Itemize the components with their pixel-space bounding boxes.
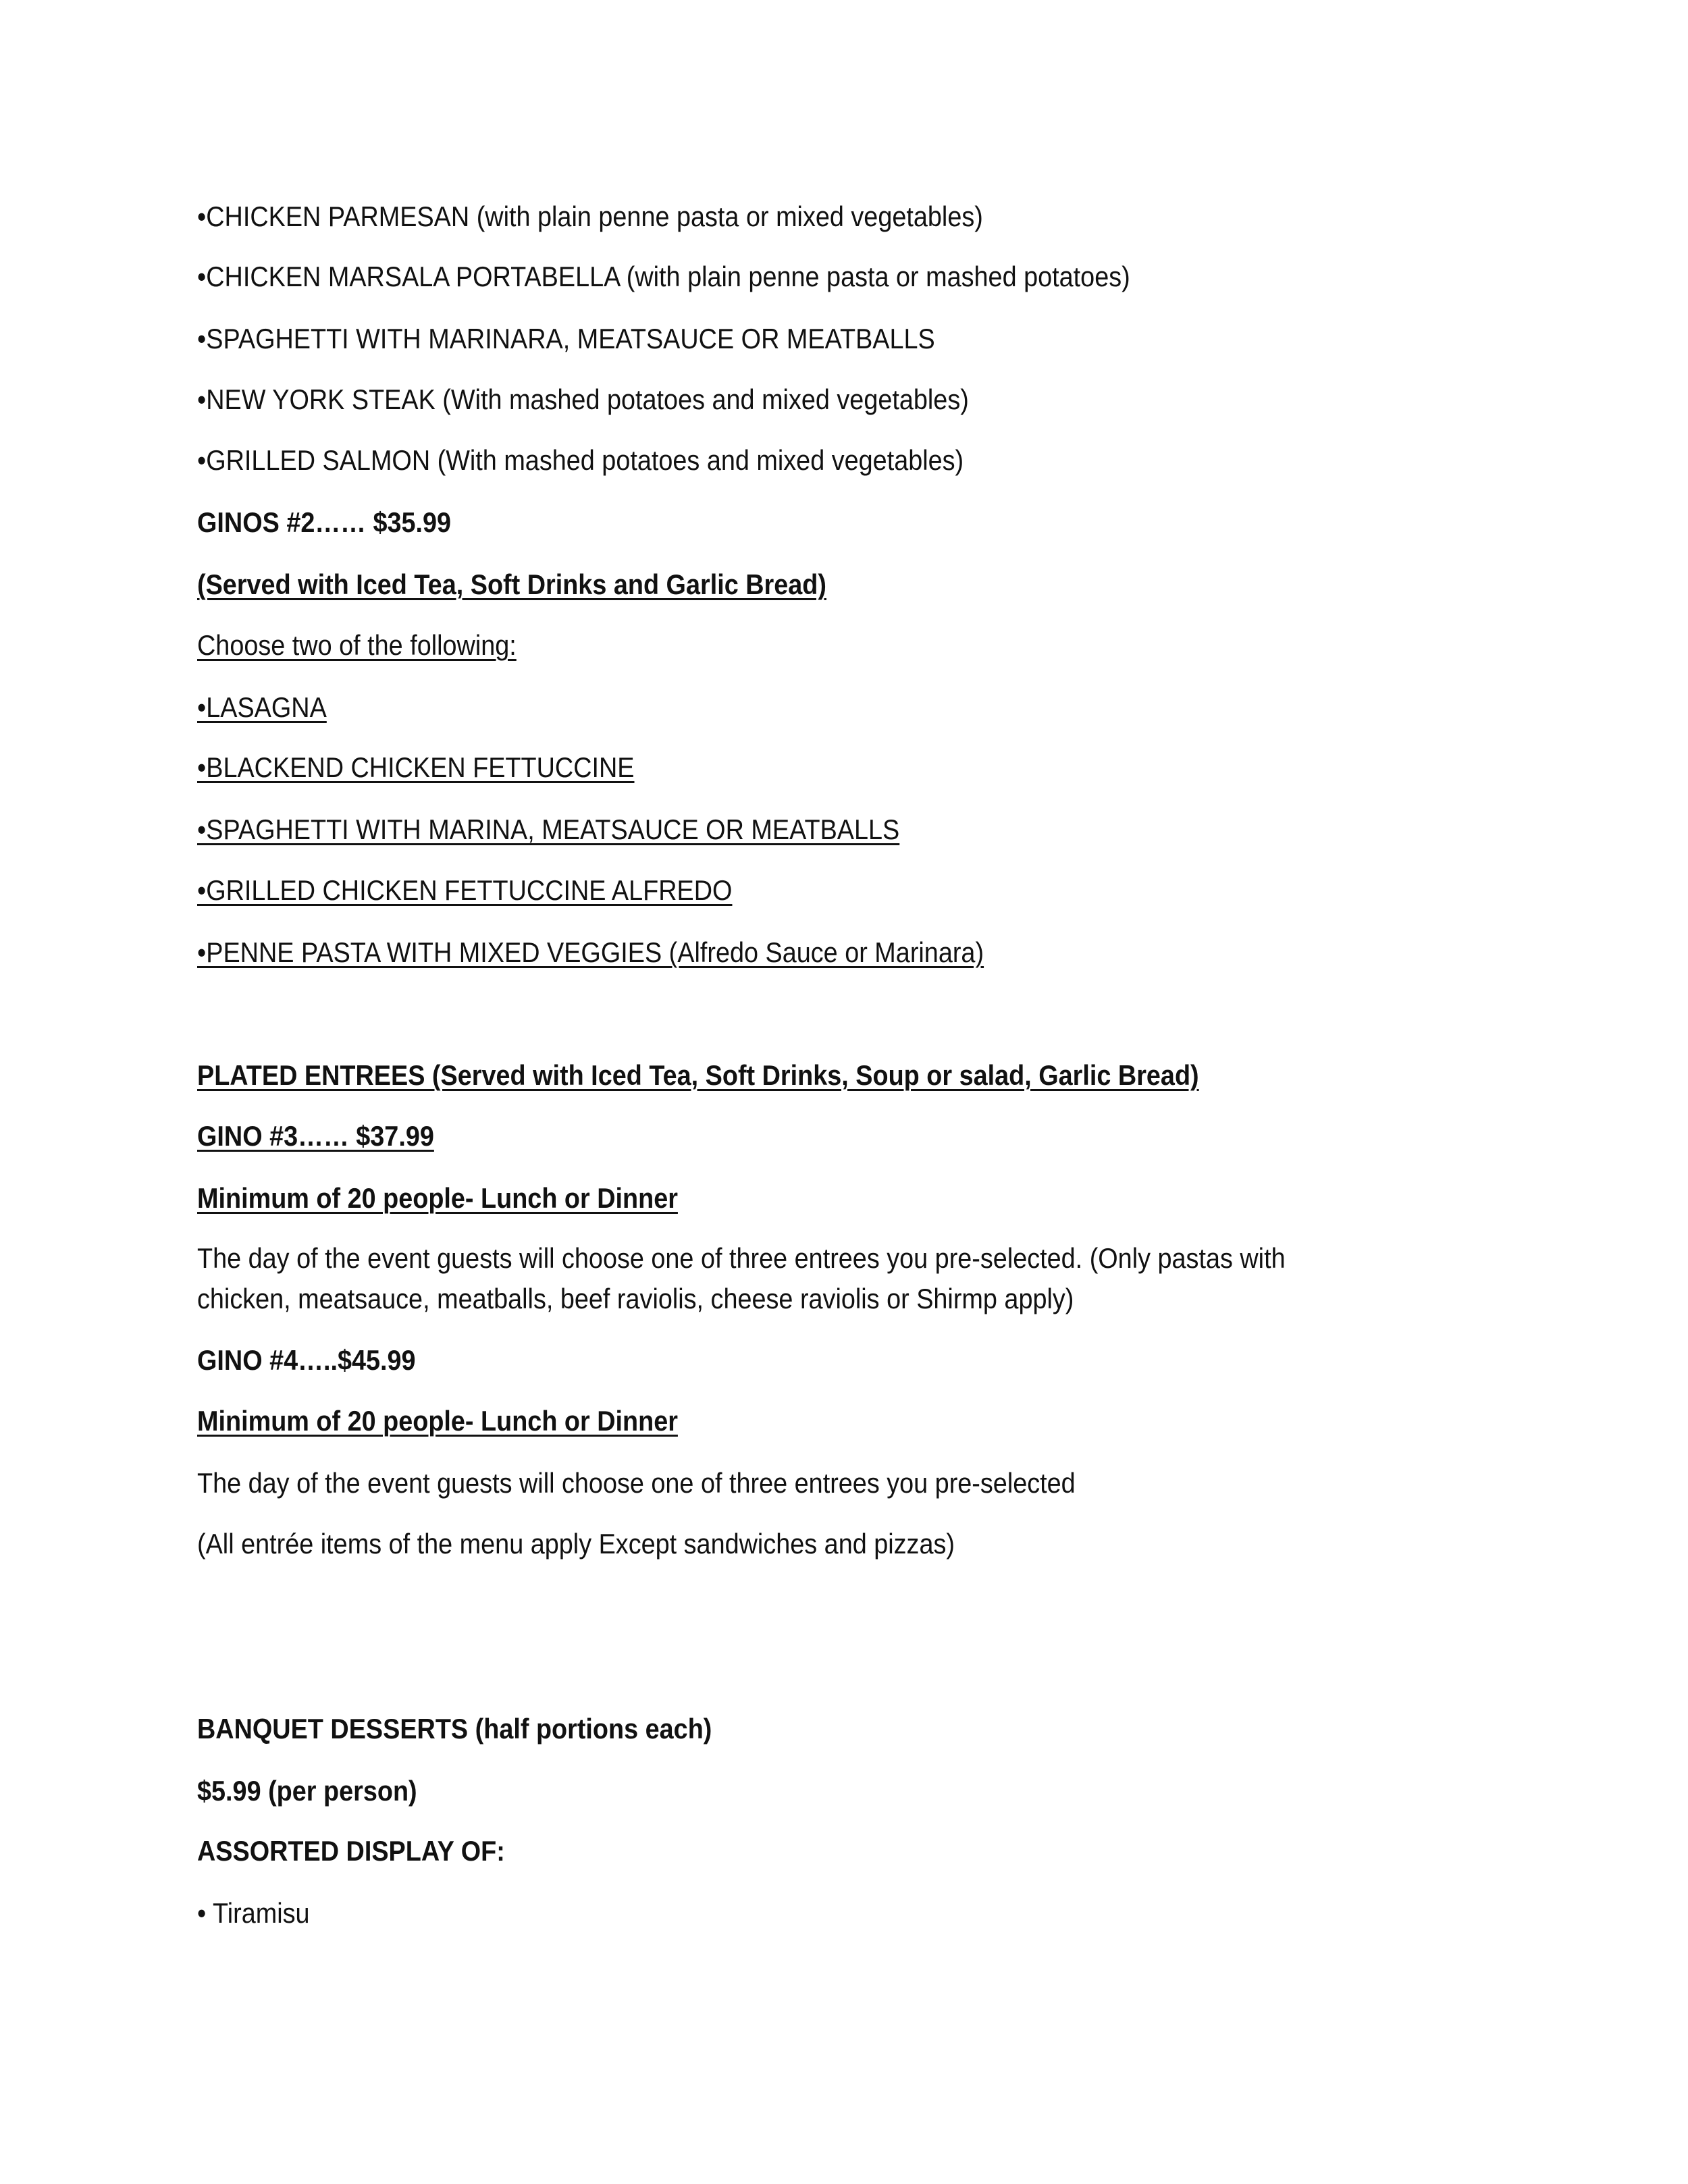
- gino3-description-line: The day of the event guests will choose one of three entrees you pre-selected. (Only pastas with: [197, 1242, 1286, 1274]
- gino3-description-line: chicken, meatsauce, meatballs, beef raviolis, cheese raviolis or Shirmp apply): [197, 1283, 1074, 1314]
- gino3-title: GINO #3…… $37.99: [197, 1120, 434, 1152]
- menu-item-spaghetti: •SPAGHETTI WITH MARINARA, MEATSAUCE OR MEATBALLS: [197, 323, 935, 354]
- gino2-option: •GRILLED CHICKEN FETTUCCINE ALFREDO: [197, 874, 733, 906]
- gino4-title: GINO #4…..$45.99: [197, 1344, 416, 1376]
- gino2-choose-label: Choose two of the following:: [197, 629, 517, 661]
- gino2-served-with: (Served with Iced Tea, Soft Drinks and Garlic Bread): [197, 568, 826, 600]
- menu-item-chicken-parmesan: •CHICKEN PARMESAN (with plain penne pasta or mixed vegetables): [197, 201, 983, 232]
- menu-item-chicken-marsala: •CHICKEN MARSALA PORTABELLA (with plain penne pasta or mashed potatoes): [197, 261, 1130, 292]
- gino4-minimum: Minimum of 20 people- Lunch or Dinner: [197, 1405, 678, 1437]
- desserts-display-label: ASSORTED DISPLAY OF:: [197, 1835, 505, 1867]
- gino4-description: The day of the event guests will choose one of three entrees you pre-selected: [197, 1467, 1076, 1499]
- gino2-option: •BLACKEND CHICKEN FETTUCCINE: [197, 751, 635, 783]
- gino3-description: [197, 1241, 1286, 1316]
- desserts-heading: BANQUET DESSERTS (half portions each): [197, 1713, 712, 1744]
- plated-entrees-heading: PLATED ENTREES (Served with Iced Tea, Soft Drinks, Soup or salad, Garlic Bread): [197, 1059, 1199, 1091]
- menu-item-grilled-salmon: •GRILLED SALMON (With mashed potatoes and mixed vegetables): [197, 444, 964, 476]
- menu-item-ny-steak: •NEW YORK STEAK (With mashed potatoes and mixed vegetables): [197, 383, 969, 415]
- gino2-option: •SPAGHETTI WITH MARINA, MEATSAUCE OR MEATBALLS: [197, 814, 900, 845]
- gino3-minimum: Minimum of 20 people- Lunch or Dinner: [197, 1182, 678, 1214]
- desserts-price: $5.99 (per person): [197, 1775, 417, 1807]
- gino4-note: (All entrée items of the menu apply Except sandwiches and pizzas): [197, 1528, 955, 1560]
- gino2-title: GINOS #2…… $35.99: [197, 506, 452, 538]
- gino2-option: •LASAGNA: [197, 691, 327, 723]
- dessert-item-tiramisu: • Tiramisu: [197, 1897, 310, 1929]
- gino2-option: •PENNE PASTA WITH MIXED VEGGIES (Alfredo Sauce or Marinara): [197, 936, 984, 968]
